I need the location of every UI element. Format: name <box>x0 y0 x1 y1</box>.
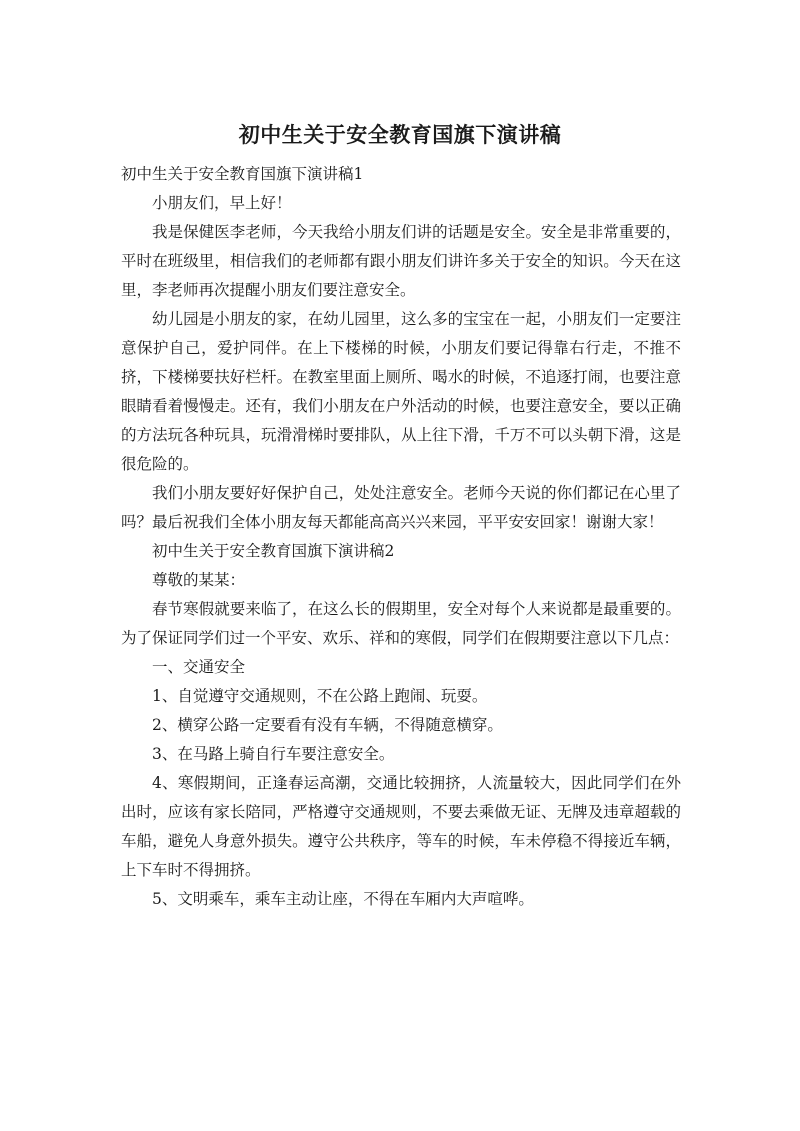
list-item: 4、寒假期间，正逢春运高潮，交通比较拥挤，人流量较大，因此同学们在外出时，应该有家长陪同，严格遵守交通规则，不要去乘做无证、无牌及违章超载的车船，避免人身意外损失。遵守公共秩序，等车的时候，车未停稳不得接近车辆，上下车时不得拥挤。 <box>121 774 681 879</box>
list-item: 5、文明乘车，乘车主动让座，不得在车厢内大声喧哗。 <box>152 890 534 908</box>
greeting-paragraph: 小朋友们，早上好！ <box>152 194 292 212</box>
list-item: 1、自觉遵守交通规则，不在公路上跑闹、玩耍。 <box>152 687 488 705</box>
list-item: 3、在马路上骑自行车要注意安全。 <box>152 745 395 763</box>
section-heading-1: 初中生关于安全教育国旗下演讲稿1 <box>121 165 364 183</box>
section-heading-2: 初中生关于安全教育国旗下演讲稿2 <box>152 542 395 560</box>
body-paragraph: 幼儿园是小朋友的家，在幼儿园里，这么多的宝宝在一起，小朋友们一定要注意保护自己，爱护同伴。在上下楼梯的时候，小朋友们要记得靠右行走，不推不挤，下楼梯要扶好栏杆。在教室里面上厕所、喝水的时候，不追逐打闹，也要注意眼睛看着慢慢走。还有，我们小朋友在户外活动的时候，也要注意安全，要以正确的方法玩各种玩具，玩滑滑梯时要排队，从上往下滑，千万不可以头朝下滑，这是很危险的。 <box>121 310 681 473</box>
body-paragraph: 春节寒假就要来临了，在这么长的假期里，安全对每个人来说都是最重要的。为了保证同学们过一个平安、欢乐、祥和的寒假，同学们在假期要注意以下几点： <box>121 600 681 647</box>
body-paragraph: 我们小朋友要好好保护自己，处处注意安全。老师今天说的你们都记在心里了吗？最后祝我们全体小朋友每天都能高高兴兴来园，平平安安回家！谢谢大家！ <box>121 484 681 531</box>
document-body <box>121 160 681 914</box>
subheading-traffic-safety: 一、交通安全 <box>152 658 246 676</box>
body-paragraph: 我是保健医李老师，今天我给小朋友们讲的话题是安全。安全是非常重要的，平时在班级里，相信我们的老师都有跟小朋友们讲许多关于安全的知识。今天在这里，李老师再次提醒小朋友们要注意安全。 <box>121 223 681 299</box>
document-title: 初中生关于安全教育国旗下演讲稿 <box>238 123 562 147</box>
salutation-paragraph: 尊敬的某某： <box>152 571 246 589</box>
list-item: 2、横穿公路一定要看有没有车辆，不得随意横穿。 <box>152 716 503 734</box>
